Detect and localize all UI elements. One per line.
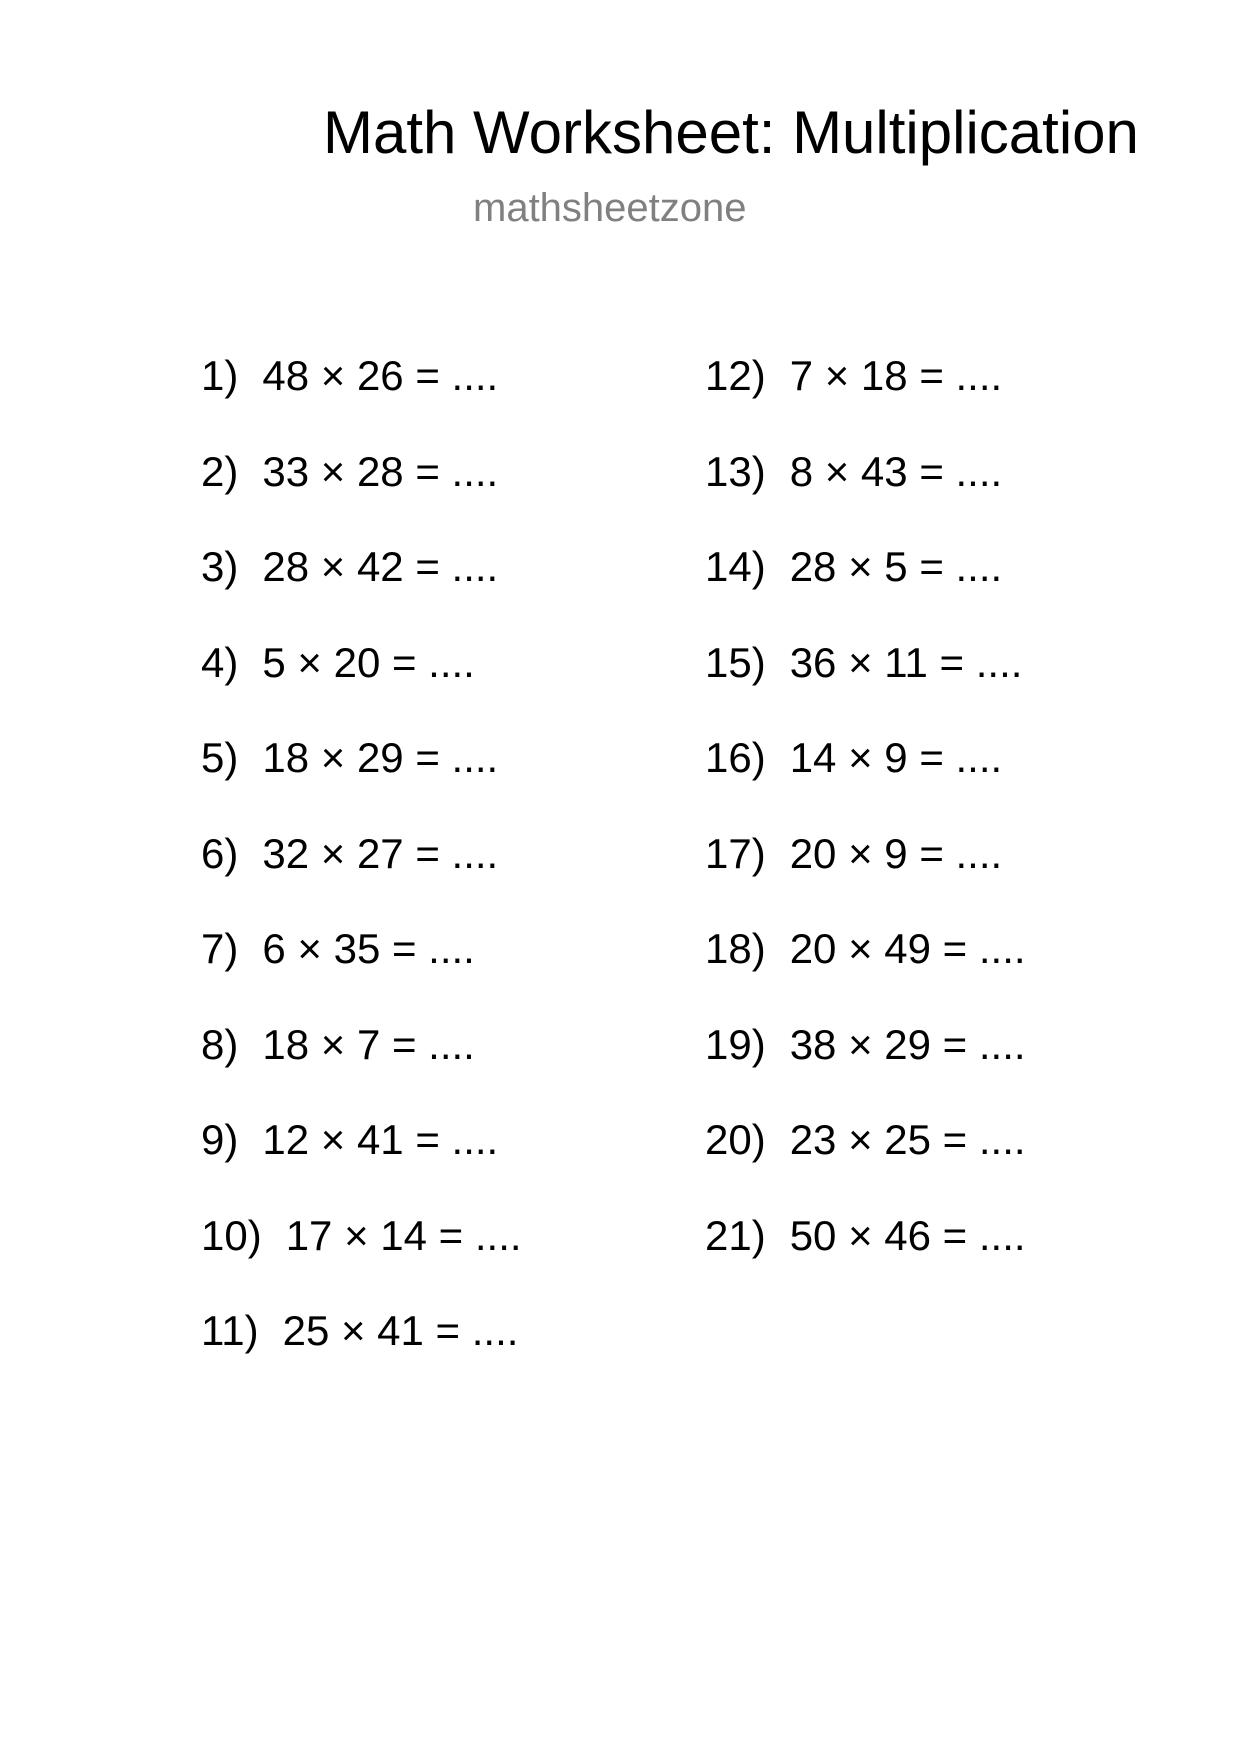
problem-item [201, 448, 522, 544]
problem-item [705, 925, 1026, 1021]
problem-item [201, 639, 522, 735]
problem-item [705, 1212, 1026, 1308]
problem-expression: 50 × 46 = .... [789, 1211, 1026, 1259]
problem-number: 1) [201, 352, 239, 399]
problem-expression: 25 × 41 = .... [282, 1307, 519, 1354]
problem-number: 3) [201, 543, 239, 590]
problem-number: 12) [705, 352, 766, 399]
problem-number: 5) [201, 734, 239, 781]
problem-number: 14) [705, 543, 766, 590]
problem-item [705, 639, 1026, 735]
problem-item [705, 352, 1026, 448]
problem-expression: 14 × 9 = .... [789, 734, 1003, 781]
problem-expression: 18 × 29 = .... [262, 734, 499, 781]
problem-expression: 38 × 29 = .... [789, 1020, 1026, 1068]
problem-expression: 23 × 25 = .... [789, 1116, 1026, 1163]
problem-expression: 7 × 18 = .... [789, 352, 1003, 399]
problem-number: 2) [201, 447, 239, 495]
problem-number: 9) [201, 1116, 239, 1163]
problem-item [201, 830, 522, 926]
problem-item [201, 1212, 522, 1308]
problem-expression: 28 × 42 = .... [262, 543, 499, 590]
problem-expression: 18 × 7 = .... [262, 1020, 475, 1068]
page-subtitle: mathsheetzone [473, 186, 747, 230]
problem-item [201, 352, 522, 448]
problem-number: 20) [705, 1116, 766, 1163]
problem-column-left [201, 352, 522, 1403]
page-title: Math Worksheet: Multiplication [323, 99, 1139, 166]
problem-number: 8) [201, 1020, 239, 1068]
problem-item [705, 734, 1026, 830]
problem-item [705, 448, 1026, 544]
problem-expression: 28 × 5 = .... [789, 543, 1003, 590]
problem-column-right [705, 352, 1026, 1307]
problem-item [201, 734, 522, 830]
problem-number: 6) [201, 829, 239, 877]
problem-item [201, 1116, 522, 1212]
problem-expression: 5 × 20 = .... [262, 638, 475, 686]
problem-item [705, 1021, 1026, 1117]
problem-item [705, 543, 1026, 639]
problem-item [201, 543, 522, 639]
problem-expression: 17 × 14 = .... [285, 1211, 522, 1259]
problem-expression: 36 × 11 = .... [789, 638, 1023, 686]
problem-number: 16) [705, 734, 766, 781]
problem-item [705, 830, 1026, 926]
problem-number: 21) [705, 1211, 766, 1259]
problem-expression: 6 × 35 = .... [262, 925, 475, 972]
problem-number: 11) [201, 1307, 259, 1354]
problem-expression: 32 × 27 = .... [262, 829, 499, 877]
problem-expression: 33 × 28 = .... [262, 447, 499, 495]
problem-number: 7) [201, 925, 239, 972]
problem-number: 4) [201, 638, 239, 686]
problem-number: 18) [705, 925, 766, 972]
problem-expression: 8 × 43 = .... [789, 447, 1003, 495]
problem-item [201, 925, 522, 1021]
problem-item [201, 1307, 522, 1403]
problem-number: 13) [705, 447, 766, 495]
problem-item [201, 1021, 522, 1117]
problem-item [705, 1116, 1026, 1212]
problem-expression: 12 × 41 = .... [262, 1116, 499, 1163]
problem-number: 15) [705, 638, 766, 686]
problem-expression: 48 × 26 = .... [262, 352, 499, 399]
problem-expression: 20 × 9 = .... [789, 829, 1003, 877]
problem-number: 10) [201, 1211, 262, 1259]
problem-number: 19) [705, 1020, 766, 1068]
problem-expression: 20 × 49 = .... [789, 925, 1026, 972]
problem-number: 17) [705, 829, 766, 877]
